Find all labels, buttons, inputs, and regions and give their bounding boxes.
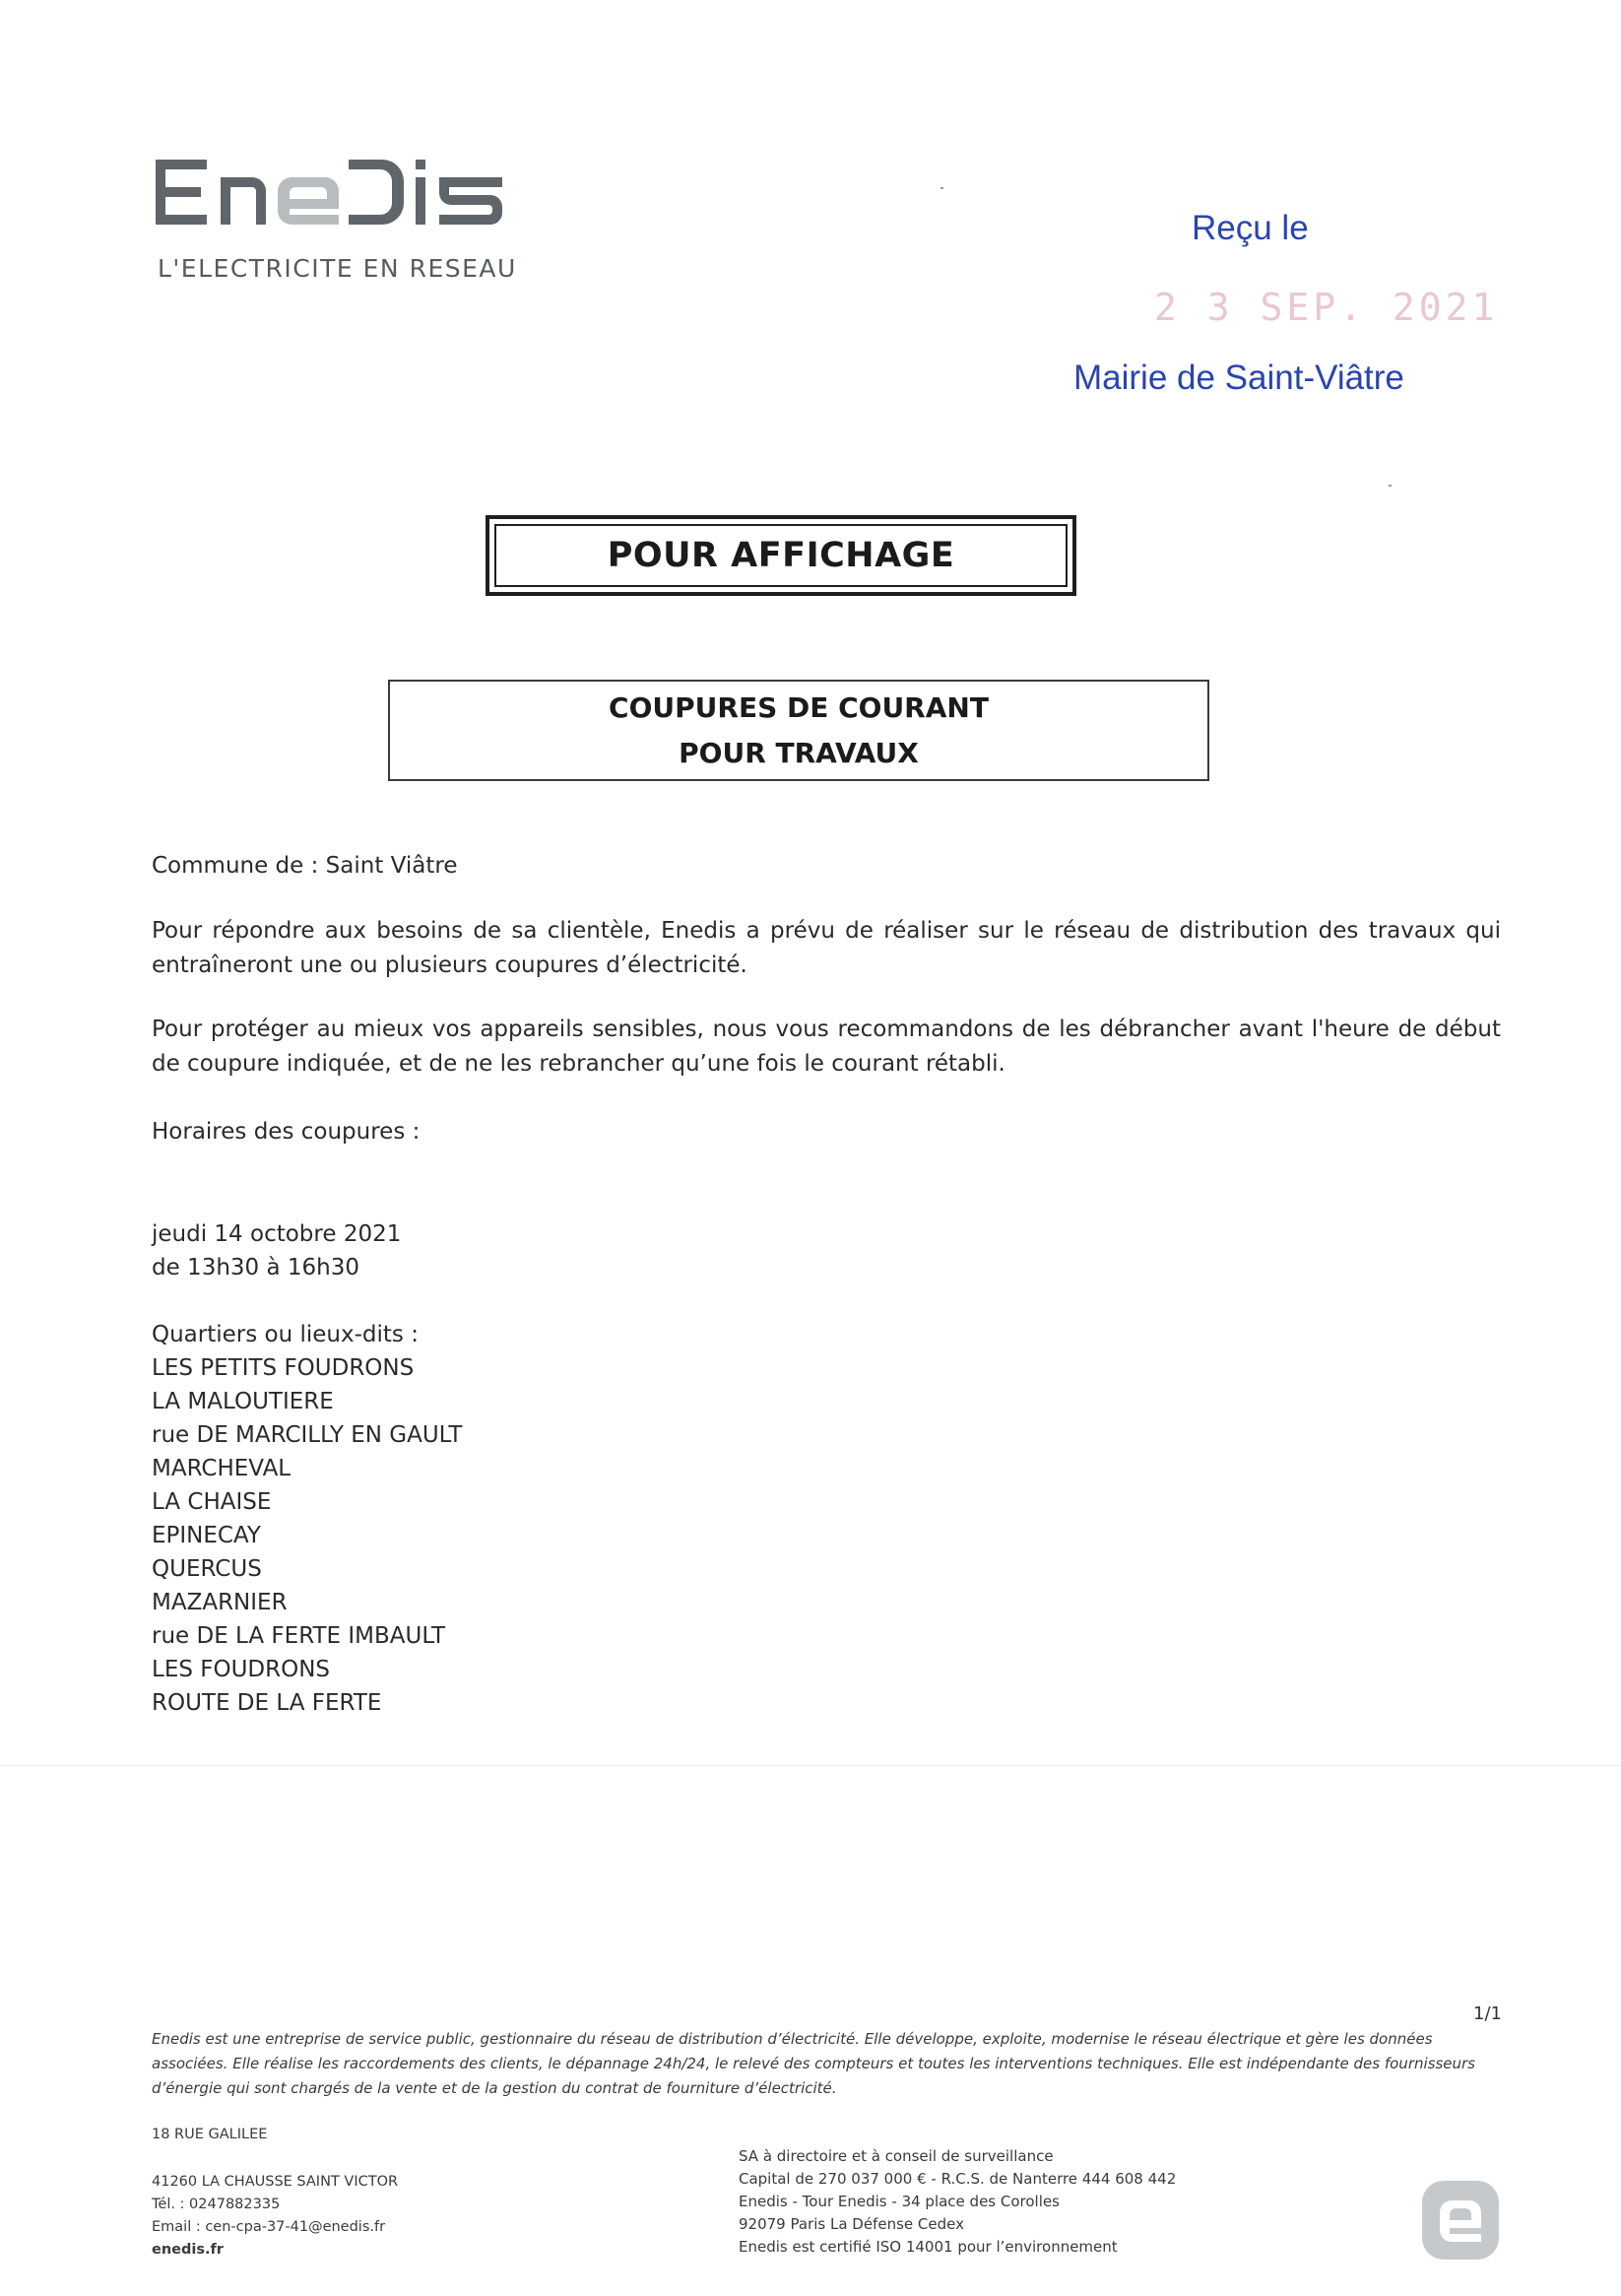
place-item: LES PETITS FOUDRONS <box>152 1355 415 1381</box>
stamp-mairie: Mairie de Saint-Viâtre <box>1073 359 1404 397</box>
notice-subtitle-box <box>388 680 1209 781</box>
place-item: LA MALOUTIERE <box>152 1389 334 1414</box>
corporate-line: Enedis - Tour Enedis - 34 place des Corolles <box>739 2193 1060 2210</box>
corporate-info <box>739 2145 1176 2259</box>
place-item: MAZARNIER <box>152 1590 288 1615</box>
commune-line: Commune de : Saint Viâtre <box>152 853 458 879</box>
notice-title: POUR AFFICHAGE <box>607 536 955 575</box>
place-item: QUERCUS <box>152 1556 262 1582</box>
address-email: Email : cen-cpa-37-41@enedis.fr <box>152 2219 386 2235</box>
enedis-mini-logo-icon <box>1420 2179 1501 2262</box>
stamp-received-label: Reçu le <box>1192 209 1309 247</box>
quartiers-label: Quartiers ou lieux-dits : <box>152 1322 419 1347</box>
horaires-label: Horaires des coupures : <box>152 1119 421 1145</box>
address-block <box>152 2171 398 2262</box>
notice-subtitle-line1: COUPURES DE COURANT <box>609 691 989 724</box>
scan-speck <box>940 187 943 189</box>
corporate-line: 92079 Paris La Défense Cedex <box>739 2215 964 2233</box>
corporate-line: Capital de 270 037 000 € - R.C.S. de Nanterre 444 608 442 <box>739 2170 1177 2188</box>
address-website: enedis.fr <box>152 2242 224 2258</box>
place-item: rue DE MARCILLY EN GAULT <box>152 1422 463 1448</box>
places-list <box>152 1351 462 1720</box>
place-item: MARCHEVAL <box>152 1456 292 1481</box>
scan-speck <box>1389 485 1392 487</box>
notice-title-box <box>486 515 1076 596</box>
notice-title-inner <box>494 524 1068 587</box>
stamp-date: 2 3 SEP. 2021 <box>1154 286 1499 329</box>
outage-date: jeudi 14 octobre 2021 <box>152 1221 402 1247</box>
outage-time: de 13h30 à 16h30 <box>152 1255 359 1280</box>
place-item: EPINECAY <box>152 1523 261 1548</box>
place-item: ROUTE DE LA FERTE <box>152 1690 382 1716</box>
divider <box>0 1765 1621 1766</box>
place-item: LES FOUDRONS <box>152 1657 331 1682</box>
address-city: 41260 LA CHAUSSE SAINT VICTOR <box>152 2174 399 2190</box>
legal-notice: Enedis est une entreprise de service public, gestionnaire du réseau de distribution d’électricité. Elle développe, exploite, modernise le réseau électrique et gère les données associées. Elle réalise les raccordements des clients, le dépannage 24h/24, le relevé des compteurs et toutes les interventions techniques. Elle est indépendante des fournisseurs d’énergie qui sont chargés de la vente et de la gestion du contrat de fourniture d’électricité. <box>152 2030 1476 2097</box>
enedis-mini-logo-mark <box>1420 2179 1501 2262</box>
place-item: LA CHAISE <box>152 1489 272 1515</box>
corporate-line: SA à directoire et à conseil de surveillance <box>739 2147 1054 2165</box>
place-item: rue DE LA FERTE IMBAULT <box>152 1623 446 1649</box>
paragraph-recommendation: Pour protéger au mieux vos appareils sensibles, nous vous recommandons de les débrancher avant l'heure de début de coupure indiquée, et de ne les rebrancher qu’une fois le courant rétabli. <box>152 1017 1501 1077</box>
enedis-logo <box>156 156 520 244</box>
brand-tagline: L'ELECTRICITE EN RESEAU <box>158 254 517 283</box>
address-tel: Tél. : 0247882335 <box>152 2197 281 2212</box>
address-street: 18 RUE GALILEE <box>152 2127 268 2142</box>
paragraph-works: Pour répondre aux besoins de sa clientèle, Enedis a prévu de réaliser sur le réseau de distribution des travaux qui entraîneront une ou plusieurs coupures d’électricité. <box>152 918 1501 978</box>
notice-subtitle-line2: POUR TRAVAUX <box>679 737 919 769</box>
page-number: 1/1 <box>1473 2003 1502 2024</box>
corporate-line: Enedis est certifié ISO 14001 pour l’environnement <box>739 2238 1118 2256</box>
enedis-logo-mark <box>156 156 520 244</box>
